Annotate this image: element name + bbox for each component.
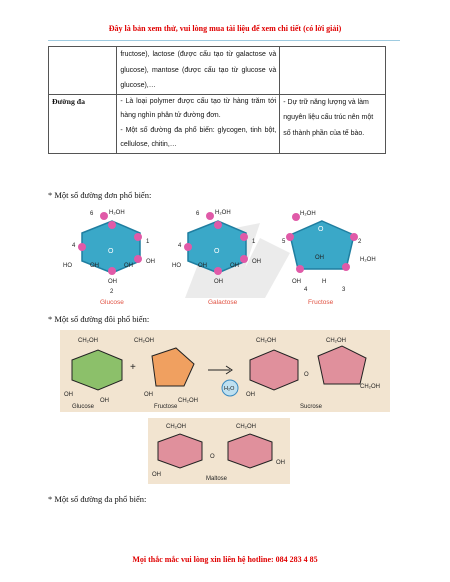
- svg-text:O: O: [304, 372, 309, 378]
- fructose-structure: [282, 211, 376, 306]
- svg-text:CH₂OH: CH₂OH: [78, 338, 98, 344]
- svg-text:3: 3: [342, 287, 346, 293]
- comparison-table: [48, 46, 386, 154]
- sugar-label: Fructose: [154, 404, 178, 410]
- svg-text:H₂OH: H₂OH: [109, 210, 125, 216]
- svg-text:+: +: [130, 362, 136, 373]
- table-row: [49, 94, 386, 153]
- svg-text:OH: OH: [64, 392, 73, 398]
- svg-text:4: 4: [304, 287, 308, 293]
- svg-text:4: 4: [72, 243, 76, 249]
- table-row: [49, 47, 386, 95]
- table-cell: [49, 47, 117, 95]
- svg-text:2: 2: [358, 239, 362, 245]
- svg-text:O: O: [214, 248, 220, 255]
- svg-text:OH: OH: [100, 398, 109, 404]
- glucose-structure: [63, 210, 155, 306]
- sugar-label: Sucrose: [300, 404, 323, 410]
- svg-text:OH: OH: [252, 259, 261, 265]
- table-cell: [117, 94, 280, 153]
- table-cell: [280, 94, 386, 153]
- svg-text:OH: OH: [230, 263, 239, 269]
- svg-text:CH₂OH: CH₂OH: [326, 338, 346, 344]
- svg-text:OH: OH: [152, 472, 161, 478]
- cell-text: - Một số đường đa phổ biến: glycogen, tinh bột, cellulose, chitin,…: [120, 126, 277, 148]
- svg-text:4: 4: [178, 243, 182, 249]
- svg-text:5: 5: [282, 239, 286, 245]
- svg-text:OH: OH: [108, 279, 117, 285]
- svg-text:CH₂OH: CH₂OH: [360, 384, 380, 390]
- svg-text:OH: OH: [214, 279, 223, 285]
- svg-text:HO: HO: [172, 263, 181, 269]
- table-cell: [280, 47, 386, 95]
- svg-text:OH: OH: [246, 392, 255, 398]
- svg-text:OH: OH: [276, 460, 285, 466]
- monosaccharide-name: Galactose: [208, 299, 238, 306]
- monosaccharide-name: Glucose: [100, 299, 124, 306]
- preview-notice: Đây là bản xem thử, vui lòng mua tài liệu để xem chi tiết (có lời giải): [108, 24, 342, 33]
- hotline-footer: Mọi thắc mắc vui lòng xin liên hệ hotline: 084 283 4 85: [132, 555, 318, 564]
- svg-text:CH₂OH: CH₂OH: [166, 424, 186, 430]
- svg-text:O: O: [210, 454, 215, 460]
- section-heading-poly: * Một số đường đa phổ biến:: [48, 494, 147, 504]
- svg-text:OH: OH: [90, 263, 99, 269]
- maltose-diagram: [148, 418, 290, 484]
- svg-text:H: H: [322, 279, 327, 285]
- svg-text:O: O: [108, 248, 114, 255]
- svg-text:H₂OH: H₂OH: [360, 257, 376, 263]
- header-divider: [48, 40, 400, 41]
- svg-text:OH: OH: [144, 392, 153, 398]
- svg-text:CH₂OH: CH₂OH: [178, 398, 198, 404]
- svg-text:1: 1: [252, 239, 256, 245]
- water-label: H₂O: [224, 386, 235, 392]
- svg-text:6: 6: [90, 211, 94, 217]
- svg-text:H₂OH: H₂OH: [300, 211, 316, 217]
- sugar-label: Maltose: [206, 476, 228, 482]
- monosaccharide-name: Fructose: [308, 299, 334, 306]
- cell-text: fructose), lactose (được cấu tạo từ galactose và glucose), mantose (được cấu tạo từ glucose và glucose),…: [120, 51, 277, 89]
- svg-text:OH: OH: [198, 263, 207, 269]
- svg-text:6: 6: [196, 211, 200, 217]
- svg-text:OH: OH: [124, 263, 133, 269]
- section-heading-di: * Một số đường đôi phổ biến:: [48, 314, 150, 324]
- svg-text:OH: OH: [315, 255, 324, 261]
- svg-text:CH₂OH: CH₂OH: [256, 338, 276, 344]
- svg-text:OH: OH: [146, 259, 155, 265]
- svg-text:H₂OH: H₂OH: [215, 210, 231, 216]
- row-label: Đường đa: [49, 94, 117, 153]
- svg-text:1: 1: [146, 239, 150, 245]
- table-cell: [117, 47, 280, 95]
- sugar-label: Glucose: [72, 404, 95, 410]
- svg-text:OH: OH: [292, 279, 301, 285]
- sucrose-diagram: [60, 330, 390, 412]
- svg-text:2: 2: [110, 289, 114, 295]
- cell-text: - Là loại polymer được cấu tạo từ hàng trăm tới hàng nghìn phân tử đường đơn.: [120, 97, 277, 119]
- svg-text:CH₂OH: CH₂OH: [236, 424, 256, 430]
- svg-text:O: O: [318, 226, 324, 233]
- section-heading-mono: * Một số đường đơn phổ biến:: [48, 190, 152, 200]
- svg-text:HO: HO: [63, 263, 72, 269]
- svg-text:CH₂OH: CH₂OH: [134, 338, 154, 344]
- monosaccharide-diagram: [60, 203, 390, 306]
- cell-text: - Dự trữ năng lượng và làm nguyên liệu cấu trúc nên một số thành phần của tế bào.: [283, 98, 374, 137]
